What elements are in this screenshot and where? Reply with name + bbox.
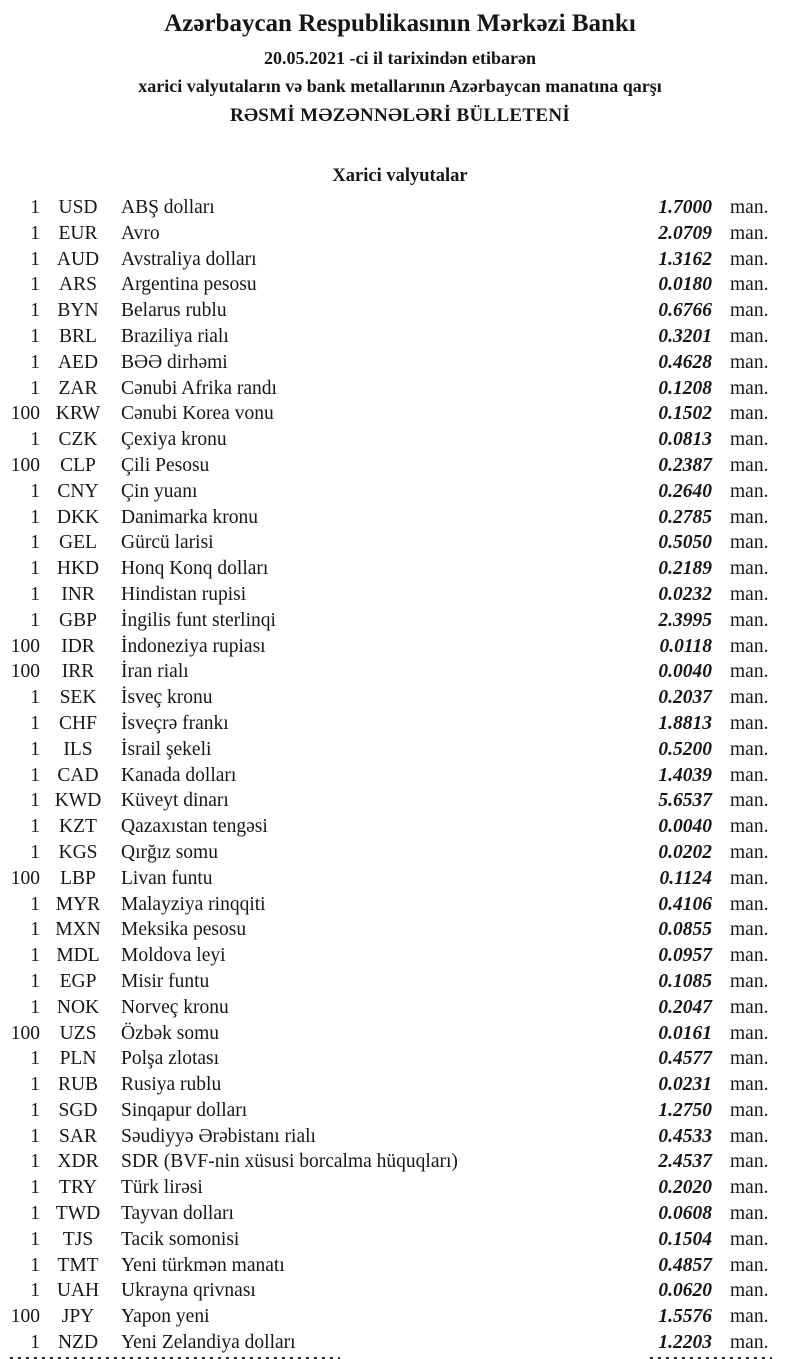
currency-name: İsrail şekeli [121, 738, 212, 760]
table-row [0, 943, 800, 969]
currency-code: EUR [58, 222, 98, 244]
currency-rate: 5.6537 [658, 790, 712, 812]
currency-rate: 0.5050 [658, 532, 712, 554]
currency-rate: 1.2750 [658, 1099, 712, 1121]
table-row [0, 1098, 800, 1124]
currency-rate: 0.0855 [658, 919, 712, 941]
currency-unit-label: man. [730, 687, 769, 709]
currency-quantity: 100 [10, 1022, 40, 1044]
currency-unit-label: man. [730, 532, 769, 554]
currency-unit-label: man. [730, 454, 769, 476]
currency-quantity: 1 [30, 764, 40, 786]
currency-code: TRY [59, 1177, 97, 1199]
currency-unit-label: man. [730, 1022, 769, 1044]
currency-quantity: 1 [30, 1125, 40, 1147]
currency-code: HKD [56, 558, 100, 580]
currency-code: AUD [56, 248, 100, 270]
currency-rate: 0.0202 [658, 841, 712, 863]
table-row [0, 1072, 800, 1098]
currency-quantity: 1 [30, 996, 40, 1018]
table-row [0, 247, 800, 273]
currency-code: NZD [57, 1332, 99, 1354]
currency-code: IDR [61, 635, 95, 657]
currency-unit-label: man. [730, 867, 769, 889]
currency-quantity: 1 [30, 945, 40, 967]
currency-name: Yeni Zelandiya dolları [121, 1332, 296, 1354]
currency-unit-label: man. [730, 351, 769, 373]
currency-code: TJS [62, 1228, 94, 1250]
table-row [0, 1253, 800, 1279]
currency-name: Avstraliya dolları [121, 248, 257, 270]
currency-code: KGS [58, 841, 98, 863]
currency-code: KWD [54, 790, 102, 812]
currency-rate: 0.0180 [658, 274, 712, 296]
currency-name: Moldova leyi [121, 945, 226, 967]
currency-unit-label: man. [730, 377, 769, 399]
currency-unit-label: man. [730, 816, 769, 838]
table-row [0, 1330, 800, 1356]
currency-unit-label: man. [730, 480, 769, 502]
currency-name: Kanada dolları [121, 764, 237, 786]
currency-code: TWD [55, 1203, 101, 1225]
currency-name: Hindistan rupisi [121, 583, 247, 605]
currency-code: AED [57, 351, 99, 373]
currency-rate: 0.1085 [658, 970, 712, 992]
currency-code: JPY [61, 1306, 95, 1328]
currency-unit-label: man. [730, 1099, 769, 1121]
table-row [0, 479, 800, 505]
currency-rate: 1.4039 [658, 764, 712, 786]
currency-name: Qazaxıstan tengəsi [121, 816, 268, 838]
table-row [0, 272, 800, 298]
currency-rate: 0.0813 [658, 429, 712, 451]
table-row [0, 376, 800, 402]
table-row [0, 917, 800, 943]
currency-name: Polşa zlotası [121, 1048, 220, 1070]
table-row [0, 763, 800, 789]
currency-unit-label: man. [730, 738, 769, 760]
table-row [0, 1149, 800, 1175]
currency-quantity: 1 [30, 248, 40, 270]
table-row [0, 685, 800, 711]
subject-line: xarici valyutaların və bank metallarının Azərbaycan manatına qarşı [138, 76, 662, 96]
currency-name: Danimarka kronu [121, 506, 258, 528]
currency-unit-label: man. [730, 1228, 769, 1250]
currency-code: BYN [57, 300, 99, 322]
table-row [0, 1227, 800, 1253]
currency-unit-label: man. [730, 274, 769, 296]
currency-name: Misir funtu [121, 970, 210, 992]
currency-name: ABŞ dolları [121, 197, 215, 218]
document-header [0, 8, 800, 128]
currency-name: Özbək somu [121, 1022, 220, 1044]
currency-quantity: 1 [30, 712, 40, 734]
table-row [0, 298, 800, 324]
currency-rate: 1.8813 [658, 712, 712, 734]
currency-name: İsveçrə frankı [121, 712, 229, 734]
currency-quantity: 1 [30, 790, 40, 812]
currency-unit-label: man. [730, 1332, 769, 1354]
currency-code: CZK [58, 429, 98, 451]
currency-rate: 0.4628 [658, 351, 712, 373]
currency-quantity: 1 [30, 816, 40, 838]
bank-title: Azərbaycan Respublikasının Mərkəzi Bankı [164, 10, 636, 37]
table-row [0, 608, 800, 634]
table-row [0, 1046, 800, 1072]
currency-name: Belarus rublu [121, 300, 227, 322]
currency-unit-label: man. [730, 1203, 769, 1225]
currency-name: Yeni türkmən manatı [121, 1254, 285, 1276]
currency-name: Meksika pesosu [121, 919, 247, 941]
currency-name: Norveç kronu [121, 996, 229, 1018]
currency-unit-label: man. [730, 197, 769, 218]
currency-name: Cənubi Afrika randı [121, 377, 277, 399]
currency-name: Cənubi Korea vonu [121, 403, 274, 425]
currency-quantity: 1 [30, 609, 40, 631]
currency-code: IRR [61, 661, 95, 683]
currency-code: ARS [59, 274, 97, 296]
currency-quantity: 1 [30, 429, 40, 451]
currency-rate: 0.0118 [659, 635, 712, 657]
table-row [0, 1278, 800, 1304]
currency-code: RUB [57, 1074, 99, 1096]
currency-name: Livan funtu [121, 867, 213, 889]
currency-code: LBP [60, 867, 96, 889]
currency-unit-label: man. [730, 325, 769, 347]
table-row [0, 1124, 800, 1150]
currency-unit-label: man. [730, 1074, 769, 1096]
currency-rate: 1.7000 [658, 197, 712, 218]
currency-code: ZAR [58, 377, 98, 399]
currency-code: MXN [55, 919, 101, 941]
currency-quantity: 100 [10, 867, 40, 889]
currency-unit-label: man. [730, 635, 769, 657]
bulletin-title-line: RƏSMİ MƏZƏNNƏLƏRİ BÜLLETENİ [229, 105, 571, 126]
currency-rate: 0.4577 [658, 1048, 712, 1070]
currency-rate: 1.3162 [658, 248, 712, 270]
currency-quantity: 100 [10, 635, 40, 657]
currency-quantity: 1 [30, 532, 40, 554]
effective-date-line: 20.05.2021 -ci il tarixindən etibarən [264, 48, 536, 68]
currency-name: Tayvan dolları [121, 1203, 234, 1225]
currency-name: Tacik somonisi [121, 1228, 240, 1250]
currency-quantity: 1 [30, 506, 40, 528]
currency-name: Honq Konq dolları [121, 558, 269, 580]
currency-rate: 0.2640 [658, 480, 712, 502]
currency-unit-label: man. [730, 1125, 769, 1147]
currency-quantity: 1 [30, 351, 40, 373]
currency-code: CLP [60, 454, 96, 476]
currency-quantity: 1 [30, 1099, 40, 1121]
table-row [0, 892, 800, 918]
currency-rate: 0.0957 [658, 945, 712, 967]
currency-code: DKK [56, 506, 100, 528]
currency-quantity: 1 [30, 970, 40, 992]
currency-unit-label: man. [730, 1151, 769, 1173]
table-row [0, 582, 800, 608]
currency-code: CNY [57, 480, 99, 502]
currency-unit-label: man. [730, 583, 769, 605]
currency-rate: 1.5576 [658, 1306, 712, 1328]
currency-quantity: 1 [30, 1254, 40, 1276]
currency-quantity: 1 [30, 687, 40, 709]
table-row [0, 840, 800, 866]
currency-unit-label: man. [730, 222, 769, 244]
currency-name: Yapon yeni [121, 1306, 210, 1328]
currency-rate: 0.0040 [658, 661, 712, 683]
currency-rate: 0.2047 [658, 996, 712, 1018]
currency-name: Qırğız somu [121, 841, 218, 863]
currency-unit-label: man. [730, 248, 769, 270]
table-row [0, 1304, 800, 1330]
currency-name: İran rialı [121, 661, 189, 683]
table-row [0, 737, 800, 763]
currency-quantity: 1 [30, 480, 40, 502]
currency-rate: 0.0608 [658, 1203, 712, 1225]
currency-quantity: 1 [30, 377, 40, 399]
currency-rate: 0.4857 [658, 1254, 712, 1276]
table-row [0, 1201, 800, 1227]
currency-unit-label: man. [730, 1048, 769, 1070]
currency-quantity: 1 [30, 1228, 40, 1250]
table-row [0, 427, 800, 453]
currency-code: MDL [56, 945, 100, 967]
currency-quantity: 1 [30, 738, 40, 760]
currency-unit-label: man. [730, 790, 769, 812]
currency-code: BRL [59, 325, 97, 347]
currency-name: SDR (BVF-nin xüsusi borcalma hüquqları) [121, 1151, 458, 1173]
currency-name: Ukrayna qrivnası [121, 1280, 256, 1302]
currency-name: Gürcü larisi [121, 532, 214, 554]
currency-rate: 0.1504 [658, 1228, 712, 1250]
currency-quantity: 1 [30, 1280, 40, 1302]
currency-code: XDR [57, 1151, 99, 1173]
currency-code: SEK [59, 687, 97, 709]
currency-name: Braziliya rialı [121, 325, 229, 347]
currency-code: KRW [55, 403, 101, 425]
currency-name: Çin yuanı [121, 480, 198, 502]
currency-quantity: 1 [30, 558, 40, 580]
currency-rate: 2.4537 [658, 1151, 712, 1173]
currency-rate: 0.1124 [659, 867, 712, 889]
currency-unit-label: man. [730, 764, 769, 786]
table-row [0, 814, 800, 840]
table-row [0, 401, 800, 427]
currency-unit-label: man. [730, 506, 769, 528]
currency-code: ILS [63, 738, 93, 760]
currency-code: UAH [56, 1280, 100, 1302]
table-row [0, 1021, 800, 1047]
currency-quantity: 1 [30, 325, 40, 347]
currency-rate: 0.0620 [658, 1280, 712, 1302]
currency-rate: 0.0161 [658, 1022, 712, 1044]
currency-code: TMT [57, 1254, 99, 1276]
currency-name: İngilis funt sterlinqi [121, 609, 276, 631]
currency-quantity: 1 [30, 841, 40, 863]
currency-rate: 0.0231 [658, 1074, 712, 1096]
table-row [0, 969, 800, 995]
currency-code: EGP [59, 970, 97, 992]
currency-unit-label: man. [730, 996, 769, 1018]
currency-name: Rusiya rublu [121, 1074, 222, 1096]
currency-quantity: 100 [10, 454, 40, 476]
currency-code: SGD [58, 1099, 98, 1121]
currency-name: Türk lirəsi [121, 1177, 203, 1199]
currency-rate: 0.0040 [658, 816, 712, 838]
currency-rate: 0.6766 [658, 300, 712, 322]
currency-name: Malayziya rinqqiti [121, 893, 266, 915]
table-row [0, 659, 800, 685]
currency-unit-label: man. [730, 1306, 769, 1328]
table-row [0, 505, 800, 531]
currency-quantity: 1 [30, 1074, 40, 1096]
section-title-foreign-currencies: Xarici valyutalar [332, 166, 468, 186]
currency-rate: 0.1502 [658, 403, 712, 425]
exchange-rates-table [0, 195, 800, 1356]
currency-code: UZS [59, 1022, 97, 1044]
currency-quantity: 1 [30, 893, 40, 915]
currency-unit-label: man. [730, 1177, 769, 1199]
table-row [0, 1175, 800, 1201]
currency-rate: 0.2037 [658, 687, 712, 709]
currency-name: Çexiya kronu [121, 429, 227, 451]
table-row [0, 556, 800, 582]
currency-name: Səudiyyə Ərəbistanı rialı [121, 1125, 316, 1147]
currency-name: İndoneziya rupiası [121, 635, 266, 657]
currency-quantity: 1 [30, 1048, 40, 1070]
currency-unit-label: man. [730, 661, 769, 683]
currency-quantity: 100 [10, 1306, 40, 1328]
currency-unit-label: man. [730, 1280, 769, 1302]
currency-quantity: 1 [30, 300, 40, 322]
currency-unit-label: man. [730, 970, 769, 992]
currency-unit-label: man. [730, 893, 769, 915]
currency-code: PLN [59, 1048, 97, 1070]
currency-quantity: 1 [30, 919, 40, 941]
currency-rate: 0.4106 [658, 893, 712, 915]
table-row [0, 634, 800, 660]
currency-code: USD [58, 197, 98, 218]
currency-rate: 0.0232 [658, 583, 712, 605]
currency-code: INR [61, 583, 95, 605]
currency-rate: 0.4533 [658, 1125, 712, 1147]
currency-rate: 0.1208 [658, 377, 712, 399]
currency-rate: 0.3201 [658, 325, 712, 347]
currency-quantity: 100 [10, 661, 40, 683]
currency-rate: 1.2203 [658, 1332, 712, 1354]
currency-quantity: 1 [30, 1151, 40, 1173]
currency-code: GBP [59, 609, 97, 631]
currency-unit-label: man. [730, 712, 769, 734]
table-row [0, 711, 800, 737]
table-row [0, 530, 800, 556]
currency-code: CHF [59, 712, 97, 734]
currency-unit-label: man. [730, 558, 769, 580]
table-row [0, 350, 800, 376]
currency-code: SAR [59, 1125, 97, 1147]
currency-unit-label: man. [730, 429, 769, 451]
currency-code: NOK [56, 996, 100, 1018]
currency-quantity: 100 [10, 403, 40, 425]
currency-unit-label: man. [730, 919, 769, 941]
currency-code: CAD [57, 764, 99, 786]
currency-quantity: 1 [30, 222, 40, 244]
currency-rate: 2.3995 [658, 609, 712, 631]
currency-code: MYR [55, 893, 101, 915]
table-row [0, 221, 800, 247]
currency-unit-label: man. [730, 609, 769, 631]
currency-rate: 0.2189 [658, 558, 712, 580]
currency-unit-label: man. [730, 300, 769, 322]
currency-quantity: 1 [30, 274, 40, 296]
currency-rate: 0.2020 [658, 1177, 712, 1199]
currency-code: KZT [59, 816, 97, 838]
currency-unit-label: man. [730, 403, 769, 425]
currency-quantity: 1 [30, 1177, 40, 1199]
currency-name: BƏƏ dirhəmi [121, 351, 228, 373]
currency-quantity: 1 [30, 1203, 40, 1225]
currency-rate: 0.2785 [658, 506, 712, 528]
currency-quantity: 1 [30, 197, 40, 218]
currency-rate: 0.5200 [658, 738, 712, 760]
currency-name: Avro [121, 222, 160, 244]
currency-unit-label: man. [730, 841, 769, 863]
table-row [0, 866, 800, 892]
table-row [0, 995, 800, 1021]
currency-name: Çili Pesosu [121, 454, 210, 476]
currency-name: İsveç kronu [121, 687, 213, 709]
table-row [0, 788, 800, 814]
currency-rate: 2.0709 [658, 222, 712, 244]
currency-unit-label: man. [730, 1254, 769, 1276]
currency-name: Sinqapur dolları [121, 1099, 248, 1121]
currency-name: Küveyt dinarı [121, 790, 229, 812]
currency-quantity: 1 [30, 1332, 40, 1354]
table-row [0, 195, 800, 221]
table-row [0, 324, 800, 350]
table-row [0, 453, 800, 479]
currency-code: GEL [59, 532, 97, 554]
currency-quantity: 1 [30, 583, 40, 605]
currency-rate: 0.2387 [658, 454, 712, 476]
currency-name: Argentina pesosu [121, 274, 257, 296]
currency-unit-label: man. [730, 945, 769, 967]
